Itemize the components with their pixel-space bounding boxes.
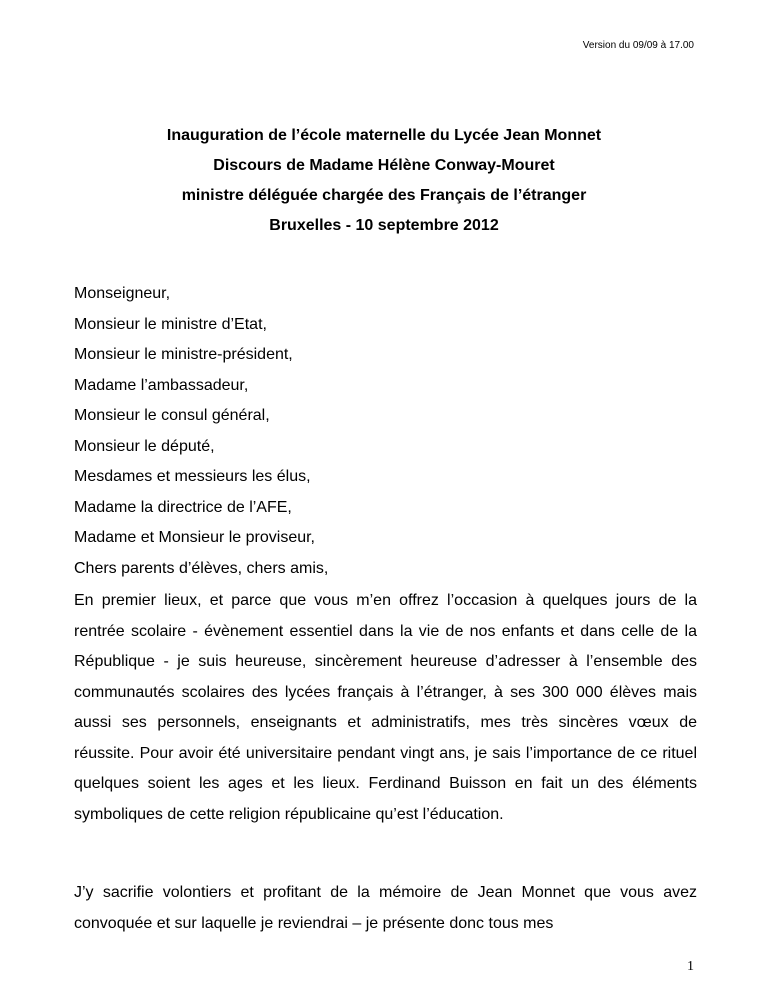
title-line-role: ministre déléguée chargée des Français de l’étranger — [181, 187, 587, 204]
salutation-line: Madame la directrice de l’AFE, — [74, 498, 292, 516]
title-line-speaker: Discours de Madame Hélène Conway-Mouret — [213, 157, 555, 174]
salutation-line: Monsieur le consul général, — [74, 407, 270, 424]
page-number: 1 — [687, 959, 694, 974]
salutation-line: Monseigneur, — [74, 285, 171, 302]
salutations-list — [74, 279, 328, 584]
body-paragraph-2: J’y sacrifie volontiers et profitant de la mémoire de Jean Monnet que vous avez convoquée et sur laquelle je reviendrai – je présente donc tous mes — [74, 884, 697, 932]
salutation-line: Madame et Monsieur le proviseur, — [74, 529, 315, 546]
body-paragraph-1: En premier lieux, et parce que vous m’en offrez l’occasion à quelques jours de la rentrée scolaire - évènement essentiel dans la vie de nos enfants et dans celle de la République - je suis heureuse, sincèrement heureuse d’adresser à l’ensemble des communautés scolaires des lycées français à l’étranger, à ses 300 000 élèves mais aussi ses personnels, enseignants et administratifs, mes très sincères vœux de réussite. Pour avoir été universitaire pendant vingt ans, je sais l’importance de ce rituel quelques soient les ages et les lieux. Ferdinand Buisson en fait un des éléments symboliques de cette religion républicaine qu’est l’éducation. — [74, 592, 697, 823]
salutation-line: Madame l’ambassadeur, — [74, 376, 249, 394]
title-line-place-date: Bruxelles - 10 septembre 2012 — [269, 217, 499, 234]
speech-title — [0, 121, 768, 241]
salutation-line: Monsieur le ministre-président, — [74, 346, 293, 363]
salutation-line: Monsieur le ministre d’Etat, — [74, 315, 267, 333]
salutation-line: Mesdames et messieurs les élus, — [74, 468, 311, 485]
salutation-line: Chers parents d’élèves, chers amis, — [74, 559, 329, 577]
version-stamp: Version du 09/09 à 17.00 — [582, 40, 694, 51]
title-line-event: Inauguration de l’école maternelle du Lycée Jean Monnet — [166, 127, 602, 144]
salutation-line: Monsieur le député, — [74, 437, 215, 455]
